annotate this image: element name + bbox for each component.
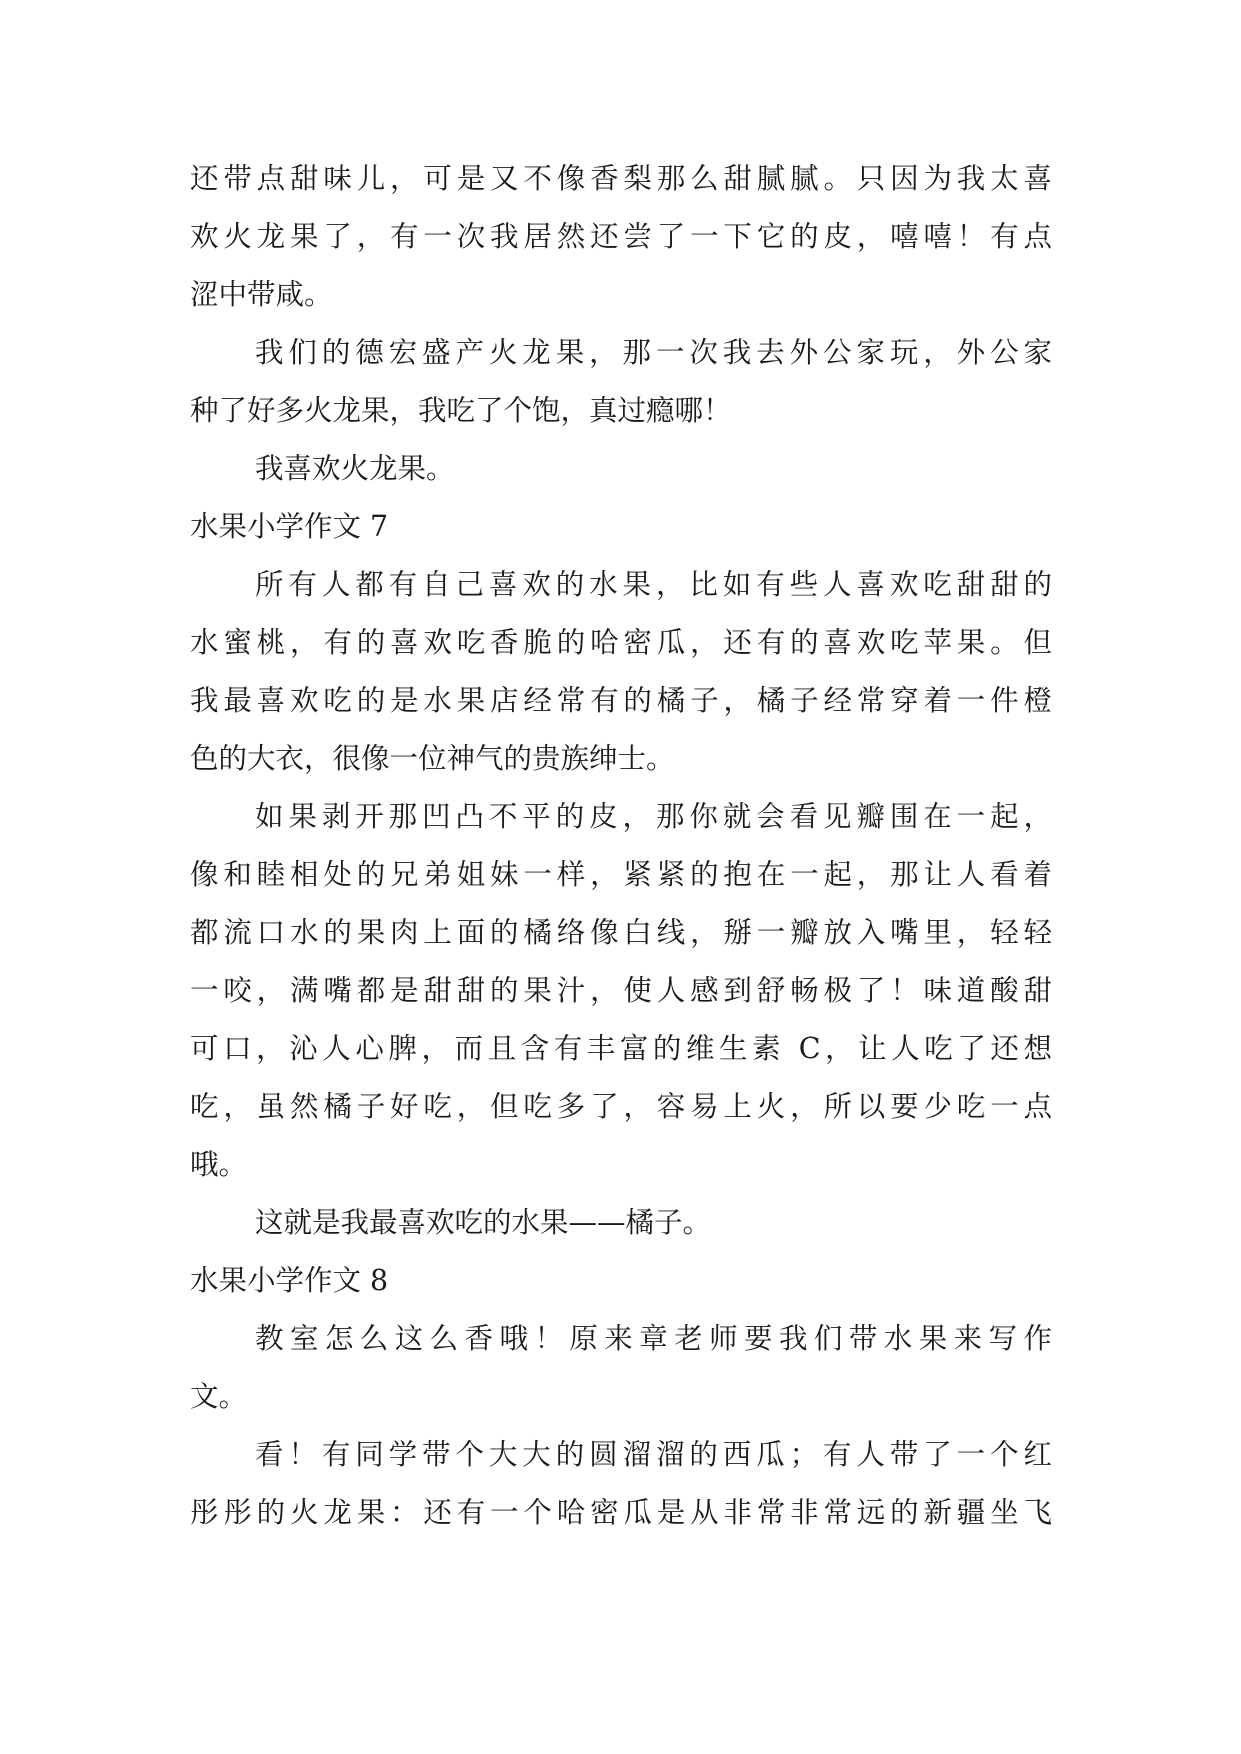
- text-line: 种了好多火龙果，我吃了个饱，真过瘾哪！: [190, 394, 732, 427]
- text-line: 还带点甜味儿，可是又不像香梨那么甜腻腻。只因为我太喜: [190, 162, 1052, 195]
- paragraph-first-line: 如果剥开那凹凸不平的皮，那你就会看见瓣围在一起，: [255, 800, 1052, 833]
- text-line: 一咬，满嘴都是甜甜的果汁，使人感到舒畅极了！味道酸甜: [190, 974, 1052, 1007]
- text-line: 我最喜欢吃的是水果店经常有的橘子，橘子经常穿着一件橙: [190, 684, 1052, 717]
- paragraph-first-line: 所有人都有自己喜欢的水果，比如有些人喜欢吃甜甜的: [255, 568, 1052, 601]
- text-line: 欢火龙果了，有一次我居然还尝了一下它的皮，嘻嘻！有点: [190, 220, 1052, 253]
- text-line: 文。: [190, 1380, 248, 1413]
- paragraph-first-line: 看！有同学带个大大的圆溜溜的西瓜；有人带了一个红: [255, 1438, 1052, 1471]
- text-line: 可口，沁人心脾，而且含有丰富的维生素 C，让人吃了还想: [190, 1032, 1052, 1065]
- paragraph-first-line: 这就是我最喜欢吃的水果——橘子。: [255, 1206, 712, 1239]
- section-heading: 水果小学作文 7: [190, 510, 389, 543]
- text-line: 色的大衣，很像一位神气的贵族绅士。: [190, 742, 675, 775]
- text-line: 彤彤的火龙果：还有一个哈密瓜是从非常非常远的新疆坐飞: [190, 1496, 1052, 1529]
- text-line: 都流口水的果肉上面的橘络像白线，掰一瓣放入嘴里，轻轻: [190, 916, 1052, 949]
- text-line: 吃，虽然橘子好吃，但吃多了，容易上火，所以要少吃一点: [190, 1090, 1052, 1123]
- text-line: 哦。: [190, 1148, 248, 1181]
- text-line: 涩中带咸。: [190, 278, 333, 311]
- paragraph-first-line: 我们的德宏盛产火龙果，那一次我去外公家玩，外公家: [255, 336, 1052, 369]
- paragraph-first-line: 教室怎么这么香哦！原来章老师要我们带水果来写作: [255, 1322, 1052, 1355]
- section-heading: 水果小学作文 8: [190, 1264, 389, 1297]
- text-line: 像和睦相处的兄弟姐妹一样，紧紧的抱在一起，那让人看着: [190, 858, 1052, 891]
- text-line: 水蜜桃，有的喜欢吃香脆的哈密瓜，还有的喜欢吃苹果。但: [190, 626, 1052, 659]
- paragraph-first-line: 我喜欢火龙果。: [255, 452, 455, 485]
